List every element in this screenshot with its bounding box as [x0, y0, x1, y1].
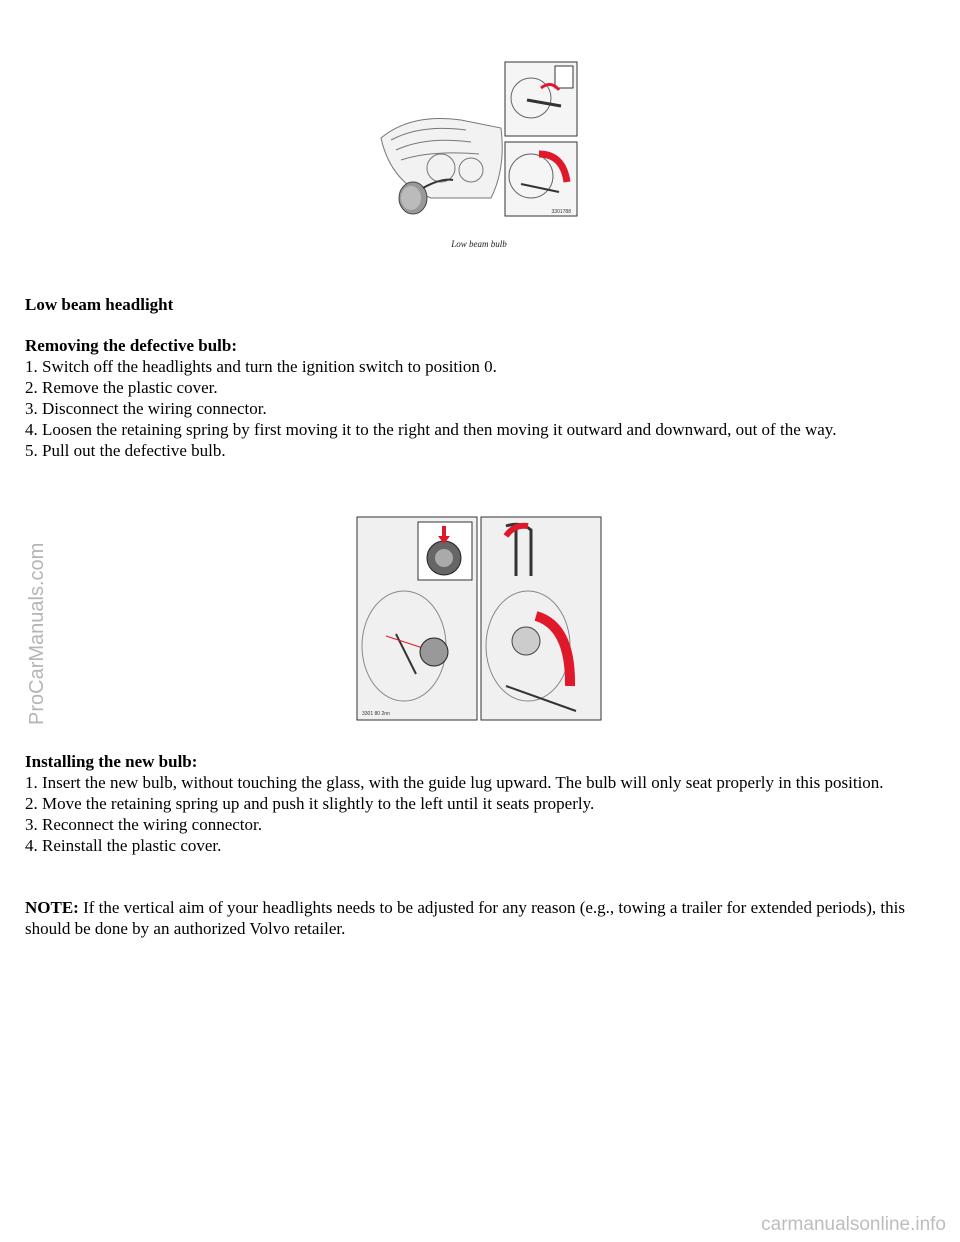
- installing-heading: Installing the new bulb:: [25, 752, 198, 771]
- figure1-caption: Low beam bulb: [451, 239, 507, 249]
- removing-step: 4. Loosen the retaining spring by first moving it to the right and then moving it outward and downward, out of the way.: [25, 420, 837, 439]
- installing-step: 3. Reconnect the wiring connector.: [25, 815, 262, 834]
- removing-step: 5. Pull out the defective bulb.: [25, 441, 226, 460]
- bottom-watermark: carmanualsonline.info: [761, 1214, 946, 1235]
- low-beam-bulb-illustration: [371, 58, 587, 220]
- bulb-installation-illustration: [356, 516, 602, 721]
- section-title: Low beam headlight: [25, 295, 174, 314]
- removing-step: 3. Disconnect the wiring connector.: [25, 399, 267, 418]
- figure2-code: 3301 80 2nn: [362, 711, 390, 717]
- installing-step: 1. Insert the new bulb, without touching the glass, with the guide lug upward. The bulb will only seat properly in this position.: [25, 773, 884, 792]
- note: [25, 897, 920, 939]
- note-label: NOTE:: [25, 898, 79, 917]
- installing-step: 4. Reinstall the plastic cover.: [25, 836, 222, 855]
- figure1-code: 3301788: [551, 209, 571, 215]
- removing-step: 1. Switch off the headlights and turn the ignition switch to position 0.: [25, 357, 497, 376]
- removing-section: [25, 335, 920, 461]
- removing-heading: Removing the defective bulb:: [25, 336, 238, 355]
- installing-step: 2. Move the retaining spring up and push it slightly to the left until it seats properly.: [25, 794, 595, 813]
- note-text: If the vertical aim of your headlights needs to be adjusted for any reason (e.g., towing a trailer for extended periods), this should be done by an authorized Volvo retailer.: [25, 898, 905, 938]
- installing-section: [25, 751, 920, 856]
- removing-step: 2. Remove the plastic cover.: [25, 378, 218, 397]
- side-watermark: ProCarManuals.com: [26, 542, 48, 725]
